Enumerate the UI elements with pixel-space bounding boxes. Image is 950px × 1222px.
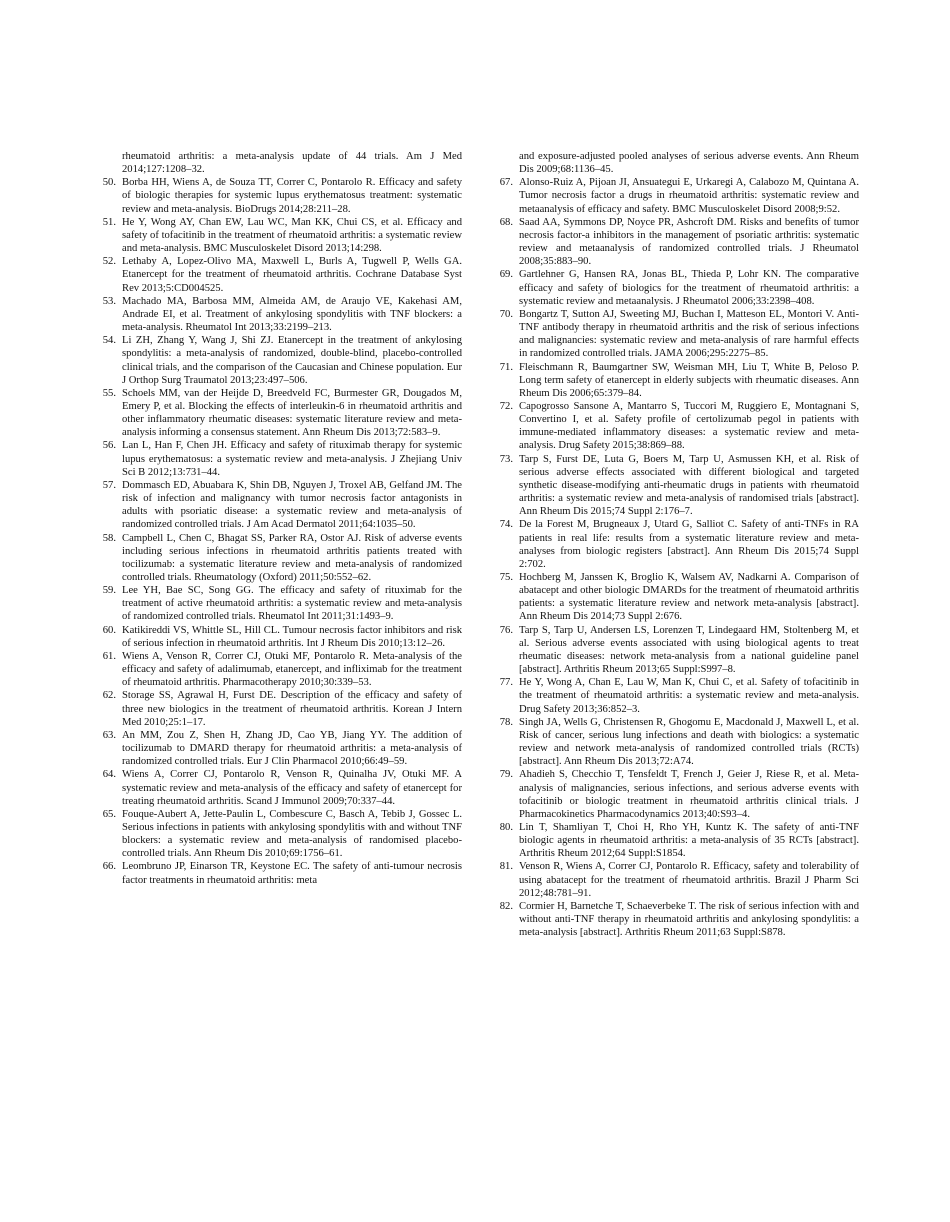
reference-number: 61. [102, 650, 116, 662]
reference-number: 78. [499, 716, 513, 728]
reference-text: Machado MA, Barbosa MM, Almeida AM, de Araujo VE, Kakehasi AM, Andrade EI, et al. Treatment of ankylosing spondylitis with TNF blockers: a meta-analysis. Rheumatol Int 2013;33:2199–213. [122, 295, 462, 334]
reference-item [86, 532, 462, 585]
reference-text: Bongartz T, Sutton AJ, Sweeting MJ, Buchan I, Matteson EL, Montori V. Anti-TNF antibody therapy in rheumatoid arthritis and the risk of serious infections and malignancies: systematic review and meta-analysis of rare harmful effects in randomized controlled trials. JAMA 2006;295:2275–85. [519, 308, 859, 360]
reference-number: 64. [102, 769, 116, 781]
reference-item [483, 900, 859, 939]
reference-number: 59. [102, 585, 116, 597]
reference-item [86, 584, 462, 623]
reference-text: Capogrosso Sansone A, Mantarro S, Tuccori M, Ruggiero E, Montagnani S, Convertino I, et al. Safety profile of certolizumab pegol in patients with immune-mediated inflammatory diseases: a systematic review and meta-analysis. Drug Safety 2015;38:869–88. [519, 400, 859, 452]
reference-item [86, 729, 462, 768]
reference-item [483, 216, 859, 269]
reference-text: Tarp S, Tarp U, Andersen LS, Lorenzen T, Lindegaard HM, Stoltenberg M, et al. Serious adverse events associated with using biological agents to treat rheumatic diseases: network meta-analysis from a national guideline panel [abstract]. Arthritis Rheum 2013;65 Suppl:S997–8. [519, 624, 859, 676]
reference-item [483, 716, 859, 769]
reference-number: 50. [102, 177, 116, 189]
right-reference-column [483, 150, 859, 939]
reference-number: 66. [102, 861, 116, 873]
reference-item [86, 768, 462, 807]
reference-number: 56. [102, 440, 116, 452]
reference-item [483, 518, 859, 571]
reference-number: 70. [499, 308, 513, 320]
reference-list [483, 176, 859, 939]
reference-number: 68. [499, 216, 513, 228]
reference-number: 81. [499, 861, 513, 873]
reference-text: Saad AA, Symmons DP, Noyce PR, Ashcroft DM. Risks and benefits of tumor necrosis factor-a inhibitors in the management of psoriatic arthritis: systematic review and metaanalysis of randomized controlled trials. J Rheumatol 2008;35:883–90. [519, 216, 859, 268]
reference-number: 52. [102, 256, 116, 268]
reference-text: Alonso-Ruiz A, Pijoan JI, Ansuategui E, Urkaregi A, Calabozo M, Quintana A. Tumor necrosis factor a drugs in rheumatoid arthritis: systematic review and metaanalysis of efficacy and safety. BMC Musculoskelet Disord 2008;9:52. [519, 177, 859, 215]
reference-item [86, 216, 462, 255]
reference-text: Borba HH, Wiens A, de Souza TT, Correr C, Pontarolo R. Efficacy and safety of biologic therapies for systemic lupus erythematosus treatment: systematic review and meta-analysis. BioDrugs 2014;28:211–28. [122, 177, 462, 215]
reference-continuation: rheumatoid arthritis: a meta-analysis update of 44 trials. Am J Med 2014;127:1208–32. [122, 151, 462, 176]
reference-item [483, 571, 859, 624]
reference-number: 73. [499, 453, 513, 465]
reference-number: 63. [102, 729, 116, 741]
reference-text: Hochberg M, Janssen K, Broglio K, Walsem AV, Nadkarni A. Comparison of abatacept and other biologic DMARDs for the treatment of rheumatoid arthritis patients: a systematic literature review and network meta-analysis [abstract]. Ann Rheum Dis 2014;73 Suppl 2:676. [519, 572, 859, 623]
reference-number: 69. [499, 269, 513, 281]
reference-item [483, 268, 859, 307]
reference-text: Leombruno JP, Einarson TR, Keystone EC. The safety of anti-tumour necrosis factor treatments in rheumatoid arthritis: meta [122, 861, 462, 886]
reference-number: 74. [499, 519, 513, 531]
reference-item [86, 479, 462, 532]
reference-number: 79. [499, 769, 513, 781]
left-reference-column [86, 150, 462, 887]
reference-number: 54. [102, 335, 116, 347]
reference-number: 67. [499, 177, 513, 189]
reference-number: 60. [102, 624, 116, 636]
reference-item [86, 689, 462, 728]
reference-text: De la Forest M, Brugneaux J, Utard G, Salliot C. Safety of anti-TNFs in RA patients in real life: results from a systematic literature review and meta-analyses from biologic registers [abstract]. Ann Rheum Dis 2015;74 Suppl 2:702. [519, 519, 859, 570]
reference-text: Lin T, Shamliyan T, Choi H, Rho YH, Kuntz K. The safety of anti-TNF biologic agents in rheumatoid arthritis: a meta-analysis of 35 RCTs [abstract]. Arthritis Rheum 2012;64 Suppl:S1854. [519, 821, 859, 860]
reference-number: 82. [499, 900, 513, 912]
reference-number: 57. [102, 479, 116, 491]
reference-text: Ahadieh S, Checchio T, Tensfeldt T, French J, Geier J, Riese R, et al. Meta-analysis of malignancies, serious infections, and serious adverse events with tofacitinib or biologic treatment in rheumatoid arthritis clinical trials. J Pharmacokinetics Pharmacodynamics 2013;40:S93–4. [519, 769, 859, 820]
reference-item [483, 624, 859, 677]
reference-item [483, 768, 859, 821]
reference-text: Tarp S, Furst DE, Luta G, Boers M, Tarp U, Asmussen KH, et al. Risk of serious adverse effects associated with different biological and targeted synthetic disease-modifying anti-rheumatic drugs in patients with rheumatoid arthritis: a systematic review and meta-analysis of randomised trials [abstract]. Ann Rheum Dis 2015;74 Suppl 2:176–7. [519, 453, 859, 518]
reference-item [483, 361, 859, 400]
reference-text: Fouque-Aubert A, Jette-Paulin L, Combescure C, Basch A, Tebib J, Gossec L. Serious infections in patients with ankylosing spondylitis with and without TNF blockers: a systematic review and meta-analysis of randomised placebo-controlled trials. Ann Rheum Dis 2010;69:1756–61. [122, 808, 462, 860]
reference-text: Cormier H, Barnetche T, Schaeverbeke T. The risk of serious infection with and without anti-TNF therapy in rheumatoid arthritis and ankylosing spondylitis: a meta-analysis [abstract]. Arthritis Rheum 2011;63 Suppl:S878. [519, 900, 859, 939]
reference-item [483, 676, 859, 715]
reference-item [86, 255, 462, 294]
reference-item [483, 176, 859, 215]
reference-number: 62. [102, 690, 116, 702]
reference-text: Katikireddi VS, Whittle SL, Hill CL. Tumour necrosis factor inhibitors and risk of serious infection in rheumatoid arthritis. Int J Rheum Dis 2010;13:12–26. [122, 624, 462, 649]
reference-item [86, 334, 462, 387]
reference-number: 58. [102, 532, 116, 544]
reference-text: An MM, Zou Z, Shen H, Zhang JD, Cao YB, Jiang YY. The addition of tocilizumab to DMARD therapy for rheumatoid arthritis: a meta-analysis of randomized controlled trials. Eur J Clin Pharmacol 2010;66:49–59. [122, 729, 462, 768]
reference-number: 51. [102, 216, 116, 228]
reference-number: 75. [499, 572, 513, 583]
reference-item [483, 821, 859, 860]
reference-number: 76. [499, 624, 513, 636]
reference-text: Wiens A, Correr CJ, Pontarolo R, Venson R, Quinalha JV, Otuki MF. A systematic review and meta-analysis of the efficacy and safety of etanercept for treating rheumatoid arthritis. Scand J Immunol 2009;70:337–44. [122, 769, 462, 807]
reference-item [483, 308, 859, 361]
reference-item [86, 176, 462, 215]
reference-number: 77. [499, 677, 513, 689]
reference-text: Lan L, Han F, Chen JH. Efficacy and safety of rituximab therapy for systemic lupus erythematosus: a systematic review and meta-analysis. J Zhejiang Univ Sci B 2012;13:731–44. [122, 440, 462, 478]
reference-item [86, 624, 462, 650]
reference-continuation: and exposure-adjusted pooled analyses of serious adverse events. Ann Rheum Dis 2009;68:1136–45. [519, 151, 859, 176]
reference-text: He Y, Wong A, Chan E, Lau W, Man K, Chui C, et al. Safety of tofacitinib in the treatment of rheumatoid arthritis: a systematic review and meta-analysis. Drug Safety 2013;36:852–3. [519, 677, 859, 715]
reference-text: Fleischmann R, Baumgartner SW, Weisman MH, Liu T, White B, Peloso P. Long term safety of etanercept in elderly subjects with rheumatic diseases. Ann Rheum Dis 2006;65:379–84. [519, 361, 859, 399]
reference-number: 55. [102, 387, 116, 399]
reference-item [483, 860, 859, 899]
reference-number: 71. [499, 361, 513, 373]
reference-item [86, 808, 462, 861]
reference-text: Singh JA, Wells G, Christensen R, Ghogomu E, Macdonald J, Maxwell L, et al. Risk of cancer, serious lung infections and death with biologics: a systematic review and network meta-analysis of randomized controlled trials (RCTs) [abstract]. Ann Rheum Dis 2013;72:A74. [519, 716, 859, 768]
reference-text: Lethaby A, Lopez-Olivo MA, Maxwell L, Burls A, Tugwell P, Wells GA. Etanercept for the treatment of rheumatoid arthritis. Cochrane Database Syst Rev 2013;5:CD004525. [122, 256, 462, 294]
reference-text: Wiens A, Venson R, Correr CJ, Otuki MF, Pontarolo R. Meta-analysis of the efficacy and safety of adalimumab, etanercept, and infliximab for the treatment of rheumatoid arthritis. Pharmacotherapy 2010;30:339–53. [122, 650, 462, 689]
reference-item [483, 400, 859, 453]
reference-item [86, 295, 462, 334]
reference-text: Venson R, Wiens A, Correr CJ, Pontarolo R. Efficacy, safety and tolerability of using abatacept for the treatment of rheumatoid arthritis. Brazil J Pharm Sci 2012;48:781–91. [519, 861, 859, 899]
reference-text: Schoels MM, van der Heijde D, Breedveld FC, Burmester GR, Dougados M, Emery P, et al. Blocking the effects of interleukin-6 in rheumatoid arthritis and other inflammatory rheumatic diseases: systematic literature review and meta-analysis informing a consensus statement. Ann Rheum Dis 2013;72:583–9. [122, 387, 462, 439]
reference-text: Li ZH, Zhang Y, Wang J, Shi ZJ. Etanercept in the treatment of ankylosing spondylitis: a meta-analysis of randomized, double-blind, placebo-controlled clinical trials, and the comparison of the Caucasian and Chinese population. Eur J Orthop Surg Traumatol 2013;23:497–506. [122, 335, 462, 386]
reference-item [86, 860, 462, 886]
reference-number: 53. [102, 295, 116, 307]
reference-number: 65. [102, 808, 116, 820]
reference-number: 72. [499, 400, 513, 412]
reference-list [86, 176, 462, 886]
reference-item [86, 439, 462, 478]
reference-item [483, 453, 859, 519]
reference-text: Lee YH, Bae SC, Song GG. The efficacy and safety of rituximab for the treatment of active rheumatoid arthritis: a systematic review and meta-analysis of randomized controlled trials. Rheumatol Int 2011;31:1493–9. [122, 585, 462, 623]
reference-item [86, 650, 462, 689]
reference-text: Dommasch ED, Abuabara K, Shin DB, Nguyen J, Troxel AB, Gelfand JM. The risk of infection and malignancy with tumor necrosis factor antagonists in adults with psoriatic disease: a systematic review and meta-analysis of randomized controlled trials. J Am Acad Dermatol 2011;64:1035–50. [122, 479, 462, 531]
reference-text: Campbell L, Chen C, Bhagat SS, Parker RA, Ostor AJ. Risk of adverse events including serious infections in rheumatoid arthritis patients treated with tocilizumab: a systematic literature review and meta-analysis of randomized controlled trials. Rheumatology (Oxford) 2011;50:552–62. [122, 532, 462, 583]
reference-text: He Y, Wong AY, Chan EW, Lau WC, Man KK, Chui CS, et al. Efficacy and safety of tofacitinib in the treatment of rheumatoid arthritis: a systematic review and meta-analysis. BMC Musculoskelet Disord 2013;14:298. [122, 216, 462, 255]
reference-text: Gartlehner G, Hansen RA, Jonas BL, Thieda P, Lohr KN. The comparative efficacy and safety of biologics for the treatment of rheumatoid arthritis: a systematic review and metaanalysis. J Rheumatol 2006;33:2398–408. [519, 269, 859, 307]
reference-item [86, 387, 462, 440]
reference-text: Storage SS, Agrawal H, Furst DE. Description of the efficacy and safety of three new biologics in the treatment of rheumatoid arthritis. Korean J Intern Med 2010;25:1–17. [122, 690, 462, 728]
reference-number: 80. [499, 821, 513, 833]
